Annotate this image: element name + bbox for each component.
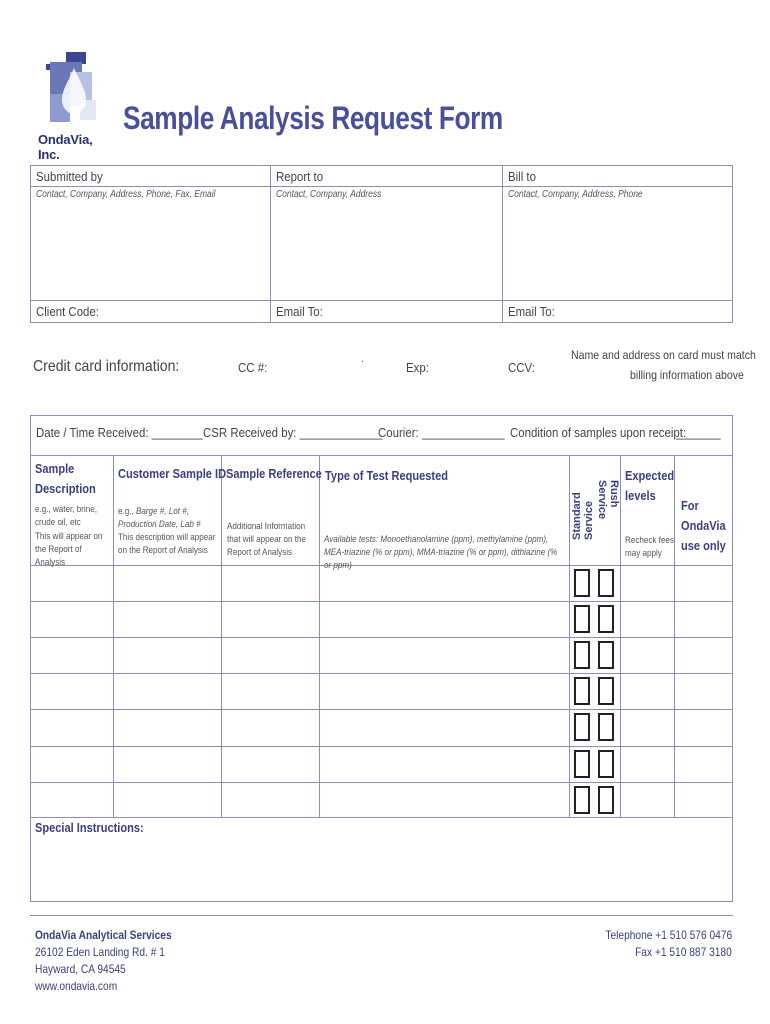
footer-rule	[30, 915, 733, 916]
sample-reference-cell[interactable]	[222, 602, 318, 636]
type-of-test-hint: Available tests: Monoethanolamine (ppm), methylamine (ppm), MEA-triazine (% or ppm), MMA-triazine (% or ppm), dithiazine (% or ppm)	[324, 534, 558, 571]
expected-levels-header: Expected levels	[625, 468, 675, 503]
rush-service-checkbox[interactable]	[598, 569, 614, 597]
type-of-test-header: Type of Test Requested	[325, 468, 449, 483]
type-of-test-cell[interactable]	[320, 747, 568, 781]
customer-sample-id-cell[interactable]	[114, 638, 220, 672]
sample-description-cell[interactable]	[31, 710, 112, 744]
customer-sample-id-cell[interactable]	[114, 602, 220, 636]
type-of-test-cell[interactable]	[320, 674, 568, 708]
type-of-test-cell[interactable]	[320, 710, 568, 744]
rush-service-header: Rush Service	[596, 480, 620, 520]
ccv-label: CCV:	[508, 360, 535, 375]
standard-service-checkbox[interactable]	[574, 786, 590, 814]
rush-service-checkbox[interactable]	[598, 786, 614, 814]
special-instructions-label: Special Instructions:	[35, 820, 144, 835]
sample-description-hint: e.g., water, brine, crude oil, etc	[35, 504, 97, 528]
expected-levels-cell[interactable]	[621, 710, 673, 744]
sample-description-cell[interactable]	[31, 566, 112, 600]
type-of-test-cell[interactable]	[320, 783, 568, 817]
page-title: Sample Analysis Request Form	[123, 100, 503, 136]
customer-sample-id-header: Customer Sample ID	[118, 466, 227, 481]
ondavia-use-header: For OndaVia use only	[681, 498, 726, 553]
logo-mark-icon	[44, 48, 114, 132]
customer-sample-id-cell[interactable]	[114, 747, 220, 781]
bill-to-hint: Contact, Company, Address, Phone	[508, 189, 643, 200]
bill-to-label: Bill to	[508, 169, 536, 184]
footer-company: OndaVia Analytical Services	[35, 928, 172, 942]
customer-sample-id-cell[interactable]	[114, 566, 220, 600]
expected-levels-cell[interactable]	[621, 638, 673, 672]
rush-service-checkbox[interactable]	[598, 641, 614, 669]
footer-address-1: 26102 Eden Landing Rd. # 1	[35, 945, 165, 959]
standard-service-checkbox[interactable]	[574, 605, 590, 633]
expected-levels-cell[interactable]	[621, 783, 673, 817]
rush-service-checkbox[interactable]	[598, 750, 614, 778]
sample-reference-cell[interactable]	[222, 566, 318, 600]
customer-sample-id-cell[interactable]	[114, 674, 220, 708]
standard-service-checkbox[interactable]	[574, 677, 590, 705]
report-to-field[interactable]	[271, 202, 501, 299]
cc-dot: ·	[361, 356, 364, 367]
condition-blank: _______	[676, 425, 721, 440]
card-note-line2: billing information above	[630, 368, 744, 382]
bill-to-field[interactable]	[503, 202, 732, 299]
condition-label: Condition of samples upon receipt:	[510, 425, 687, 440]
standard-service-checkbox[interactable]	[574, 750, 590, 778]
date-received-label: Date / Time Received: ________	[36, 425, 203, 440]
sample-description-hint-2: This will appear on the Report of Analysis	[35, 531, 103, 568]
sample-description-cell[interactable]	[31, 674, 112, 708]
submitted-by-hint: Contact, Company, Address, Phone, Fax, Email	[36, 189, 216, 200]
footer-address-2: Hayward, CA 94545	[35, 962, 126, 976]
report-to-label: Report to	[276, 169, 324, 184]
standard-service-header: Standard Service	[571, 492, 595, 540]
cc-number-label: CC #:	[238, 360, 268, 375]
customer-sample-id-hint-text: Barge #, Lot #, Production Date, Lab #	[118, 506, 201, 530]
sample-description-cell[interactable]	[31, 783, 112, 817]
submitted-by-field[interactable]	[31, 202, 269, 299]
sample-description-cell[interactable]	[31, 638, 112, 672]
sample-description-cell[interactable]	[31, 747, 112, 781]
standard-service-checkbox[interactable]	[574, 641, 590, 669]
sample-reference-cell[interactable]	[222, 747, 318, 781]
sample-reference-cell[interactable]	[222, 674, 318, 708]
report-to-hint: Contact, Company, Address	[276, 189, 382, 200]
email-to-label-report: Email To:	[276, 304, 323, 319]
exp-label: Exp:	[406, 360, 429, 375]
company-logo	[38, 48, 114, 162]
contact-footer-divider	[30, 300, 733, 301]
footer-website[interactable]: www.ondavia.com	[35, 979, 118, 993]
type-of-test-cell[interactable]	[320, 602, 568, 636]
expected-levels-cell[interactable]	[621, 602, 673, 636]
csr-received-label: CSR Received by: _____________	[203, 425, 383, 440]
customer-sample-id-cell[interactable]	[114, 710, 220, 744]
type-of-test-cell[interactable]	[320, 638, 568, 672]
card-note-line1: Name and address on card must match	[571, 348, 756, 362]
sample-reference-hint: Additional Information that will appear on the Report of Analysis	[227, 521, 307, 558]
expected-levels-cell[interactable]	[621, 747, 673, 781]
special-instructions-field[interactable]	[31, 840, 732, 901]
client-code-label: Client Code:	[36, 304, 99, 319]
contact-header-divider	[30, 186, 733, 187]
expected-levels-hint: Recheck fees may apply	[625, 535, 674, 559]
sample-description-cell[interactable]	[31, 602, 112, 636]
customer-sample-id-hint-prefix: e.g.,	[118, 506, 136, 517]
sample-reference-header: Sample Reference	[226, 466, 322, 481]
submitted-by-label: Submitted by	[36, 169, 103, 184]
footer-telephone: Telephone +1 510 576 0476	[605, 928, 732, 942]
expected-levels-cell[interactable]	[621, 674, 673, 708]
customer-sample-id-cell[interactable]	[114, 783, 220, 817]
standard-service-checkbox[interactable]	[574, 569, 590, 597]
rush-service-checkbox[interactable]	[598, 677, 614, 705]
footer-fax: Fax +1 510 887 3180	[635, 945, 732, 959]
rush-service-checkbox[interactable]	[598, 605, 614, 633]
courier-label: Courier: _____________	[378, 425, 505, 440]
logo-text: OndaVia, Inc.	[38, 132, 93, 162]
sample-reference-cell[interactable]	[222, 710, 318, 744]
standard-service-checkbox[interactable]	[574, 713, 590, 741]
rush-service-checkbox[interactable]	[598, 713, 614, 741]
type-of-test-cell[interactable]	[320, 566, 568, 600]
sample-description-header: Sample Description	[35, 461, 96, 496]
credit-card-label: Credit card information:	[33, 358, 180, 375]
expected-levels-cell[interactable]	[621, 566, 673, 600]
customer-sample-id-hint	[118, 505, 222, 531]
customer-sample-id-hint-2: This description will appear on the Report of Analysis	[118, 532, 216, 556]
sample-reference-cell[interactable]	[222, 638, 318, 672]
email-to-label-bill: Email To:	[508, 304, 555, 319]
sample-reference-cell[interactable]	[222, 783, 318, 817]
